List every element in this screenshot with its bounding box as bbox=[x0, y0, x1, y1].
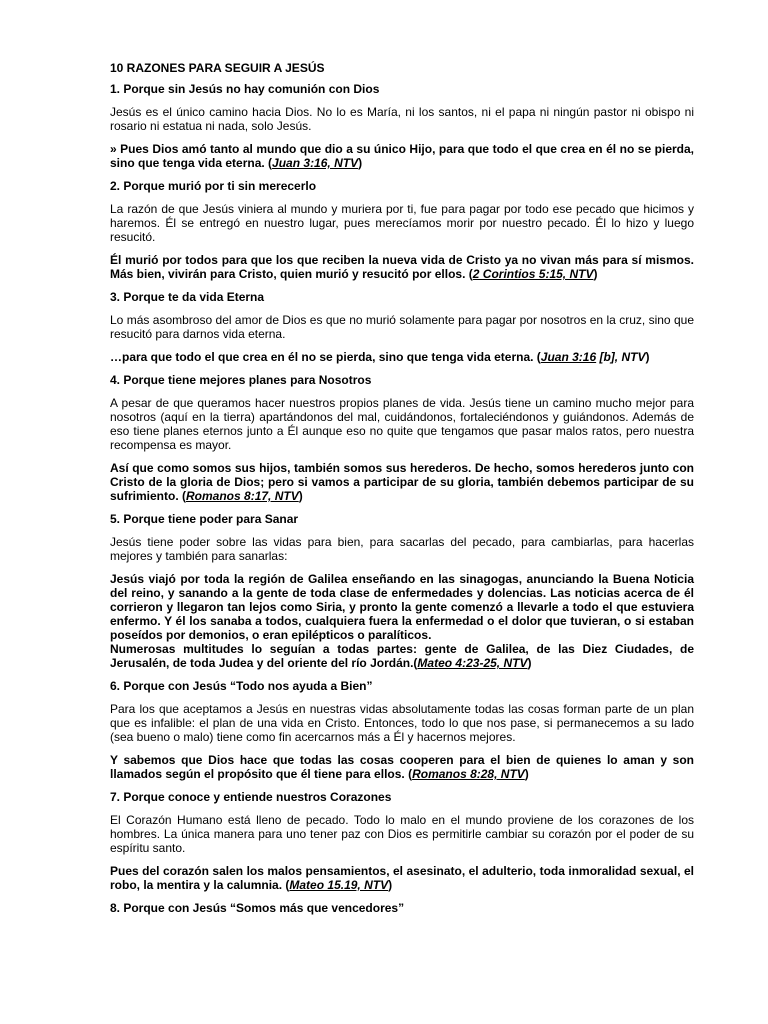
quote-close: ) bbox=[358, 156, 363, 170]
bible-quote bbox=[110, 461, 694, 503]
section-heading: 4. Porque tiene mejores planes para Nosotros bbox=[110, 373, 372, 387]
scripture-reference-link[interactable]: 2 Corintios 5:15, NTV bbox=[472, 267, 594, 281]
section-body: Lo más asombroso del amor de Dios es que no murió solamente para pagar por nosotros en la cruz, sino que resucitó para darnos vida eterna. bbox=[110, 313, 694, 341]
section-body: Jesús tiene poder sobre las vidas para bien, para sacarlas del pecado, para cambiarlas, para hacerlas mejores y también para sanarlas: bbox=[110, 535, 694, 563]
quote-text: Jesús viajó por toda la región de Galilea enseñando en las sinagogas, anunciando la Buena Noticia del reino, y sanando a la gente de toda clase de enfermedades y dolencias. Las noticias acerca de él corrieron y llegaron tan lejos como Siria, y pronto la gente comenzó a llevarle a todo el que estuviera enfermo. Y él los sanaba a todos, cualquiera fuera la enfermedad o el dolor que tuvieran, o si estaban poseídos por demonios, o eran epilépticos o paralíticos. bbox=[110, 572, 694, 642]
section-heading: 2. Porque murió por ti sin merecerlo bbox=[110, 179, 317, 193]
bible-quote bbox=[110, 753, 694, 781]
section-heading: 6. Porque con Jesús “Todo nos ayuda a Bien” bbox=[110, 679, 373, 693]
section-body: Para los que aceptamos a Jesús en nuestras vidas absolutamente todas las cosas forman parte de un plan que es infalible: el plan de una vida en Cristo. Entonces, todo lo que nos pase, si permanecemos a su lado (sea bueno o malo) tiene como fin acercarnos más a Él y hacernos mejores. bbox=[110, 702, 694, 744]
quote-close: ) bbox=[524, 767, 529, 781]
reference-footnote: [b], NTV bbox=[596, 350, 646, 364]
quote-text: » Pues Dios amó tanto al mundo que dio a su único Hijo, para que todo el que crea en él no se pierda, sino que tenga vida eterna. ( bbox=[110, 142, 694, 170]
section-heading: 8. Porque con Jesús “Somos más que vencedores” bbox=[110, 901, 405, 915]
scripture-reference-link[interactable]: Juan 3:16, NTV bbox=[272, 156, 359, 170]
bible-quote bbox=[110, 572, 694, 670]
section-body: Jesús es el único camino hacia Dios. No lo es María, ni los santos, ni el papa ni ningún pastor ni obispo ni rosario ni estatua ni nada, solo Jesús. bbox=[110, 105, 694, 133]
quote-text: …para que todo el que crea en él no se pierda, sino que tenga vida eterna. ( bbox=[110, 350, 541, 364]
bible-quote bbox=[110, 253, 694, 281]
scripture-reference-link[interactable]: Romanos 8:17, NTV bbox=[186, 489, 299, 503]
quote-close: ) bbox=[593, 267, 598, 281]
section-body: El Corazón Humano está lleno de pecado. Todo lo malo en el mundo proviene de los corazones de los hombres. La única manera para uno tener paz con Dios es permitirle cambiar su corazón por el poder de su espíritu santo. bbox=[110, 813, 694, 855]
quote-text: Así que como somos sus hijos, también somos sus herederos. De hecho, somos herederos junto con Cristo de la gloria de Dios; pero si vamos a participar de su gloria, también debemos participar de su sufrimiento. ( bbox=[110, 461, 694, 503]
section-heading: 7. Porque conoce y entiende nuestros Corazones bbox=[110, 790, 392, 804]
quote-close: ) bbox=[527, 656, 532, 670]
scripture-reference-link[interactable]: Romanos 8:28, NTV bbox=[412, 767, 525, 781]
section-heading: 1. Porque sin Jesús no hay comunión con Dios bbox=[110, 82, 380, 96]
scripture-reference-link[interactable]: Mateo 4:23-25, NTV bbox=[417, 656, 528, 670]
bible-quote bbox=[110, 864, 694, 892]
quote-text: Y sabemos que Dios hace que todas las cosas cooperen para el bien de quienes lo aman y son llamados según el propósito que él tiene para ellos. ( bbox=[110, 753, 694, 781]
section-body: La razón de que Jesús viniera al mundo y muriera por ti, fue para pagar por todo ese pecado que hicimos y haremos. Él se entregó en nuestro lugar, pues merecíamos morir por nuestro pecado. Él lo hizo y luego resucitó. bbox=[110, 202, 694, 244]
quote-close: ) bbox=[298, 489, 303, 503]
quote-close: ) bbox=[388, 878, 393, 892]
document-title: 10 RAZONES PARA SEGUIR A JESÚS bbox=[110, 61, 325, 75]
bible-quote bbox=[110, 350, 694, 364]
scripture-reference-link[interactable]: Juan 3:16 bbox=[540, 350, 597, 364]
quote-text: Él murió por todos para que los que reciben la nueva vida de Cristo ya no vivan más para sí mismos. Más bien, vivirán para Cristo, quien murió y resucitó por ellos. ( bbox=[110, 253, 694, 281]
quote-text-continued: Numerosas multitudes lo seguían a todas partes: gente de Galilea, de las Diez Ciudades, de Jerusalén, de toda Judea y del oriente del río Jordán.( bbox=[110, 642, 694, 670]
section-heading: 3. Porque te da vida Eterna bbox=[110, 290, 265, 304]
quote-close: ) bbox=[645, 350, 650, 364]
quote-text: Pues del corazón salen los malos pensamientos, el asesinato, el adulterio, toda inmoralidad sexual, el robo, la mentira y la calumnia. ( bbox=[110, 864, 694, 892]
scripture-reference-link[interactable]: Mateo 15.19, NTV bbox=[289, 878, 389, 892]
bible-quote bbox=[110, 142, 694, 170]
section-body: A pesar de que queramos hacer nuestros propios planes de vida. Jesús tiene un camino mucho mejor para nosotros (aquí en la tierra) apartándonos del mal, cuidándonos, fortaleciéndonos y guiándonos. Además de eso tiene planes eternos junto a Él aunque eso no quite que tengamos que pasar malos ratos, pero nuestra recompensa es mayor. bbox=[110, 396, 694, 452]
section-heading: 5. Porque tiene poder para Sanar bbox=[110, 512, 299, 526]
